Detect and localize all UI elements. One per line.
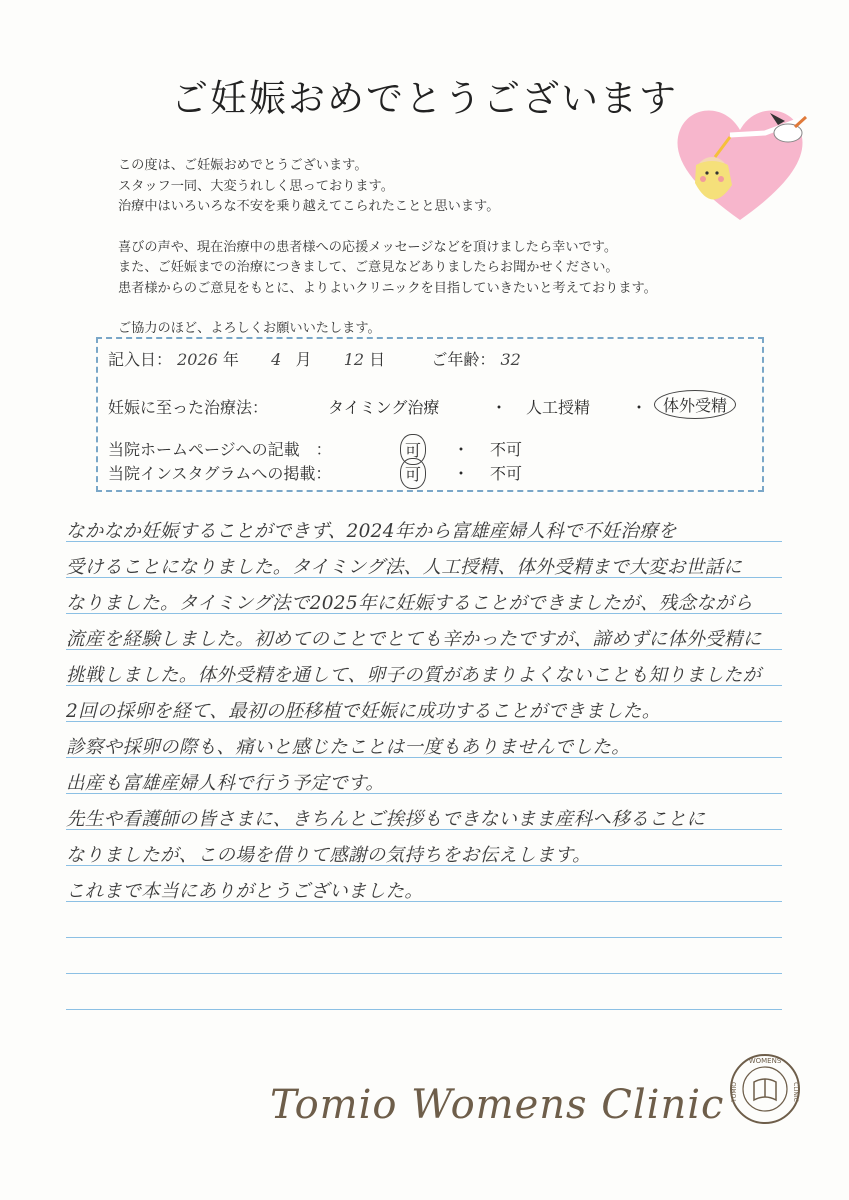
day-value: 12 xyxy=(343,350,365,369)
ruled-line xyxy=(66,937,782,938)
message-line: なりました。タイミング法で2025年に妊娠することができましたが、残念ながら xyxy=(66,593,753,614)
homepage-allow-selected: 可 xyxy=(400,434,426,465)
message-line: これまで本当にありがとうございました。 xyxy=(66,881,424,902)
page-title: ご妊娠おめでとうございます xyxy=(171,77,678,120)
clinic-seal-icon xyxy=(728,1052,802,1126)
message-line: 2回の採卵を経て、最初の胚移植で妊娠に成功することができました。 xyxy=(66,701,661,722)
instagram-label: 当院インスタグラムへの掲載： xyxy=(108,464,332,483)
option-ivf-selected: 体外受精 xyxy=(654,390,736,419)
ruled-line xyxy=(66,1009,782,1010)
message-line: なりましたが、この場を借りて感謝の気持ちをお伝えします。 xyxy=(66,845,591,866)
age-value: 32 xyxy=(500,350,521,369)
treatment-row xyxy=(108,395,268,418)
intro-text xyxy=(118,156,778,340)
age-label: ご年齢： xyxy=(431,350,496,369)
homepage-row xyxy=(108,437,332,460)
day-unit: 日 xyxy=(369,350,386,369)
option-iui: 人工授精 xyxy=(526,398,591,417)
homepage-disallow: 不可 xyxy=(490,440,523,459)
month-unit: 月 xyxy=(295,350,312,369)
message-line: 診察や採卵の際も、痛いと感じたことは一度もありませんでした。 xyxy=(66,737,631,758)
date-age-row xyxy=(108,347,521,370)
option-timing: タイミング治療 xyxy=(328,398,440,417)
seal-text-left: TOMIO xyxy=(731,1081,738,1103)
message-line: 受けることになりました。タイミング法、人工授精、体外受精まで大変お世話に xyxy=(66,557,743,578)
instagram-disallow: 不可 xyxy=(490,464,523,483)
intro-line: 喜びの声や、現在治療中の患者様への応援メッセージなどを頂けましたら幸いです。 xyxy=(118,239,618,255)
intro-line: 治療中はいろいろな不安を乗り越えてこられたことと思います。 xyxy=(118,199,500,214)
intro-line: また、ご妊娠までの治療につきまして、ご意見などありましたらお聞かせください。 xyxy=(118,260,619,275)
message-line: 出産も富雄産婦人科で行う予定です。 xyxy=(66,773,385,794)
year-unit: 年 xyxy=(222,350,239,369)
message-line: 挑戦しました。体外受精を通して、卵子の質があまりよくないことも知りましたが xyxy=(66,665,762,686)
month-value: 4 xyxy=(271,350,282,369)
date-label: 記入日： xyxy=(108,350,173,369)
message-line: 流産を経験しました。初めてのことでとても辛かったですが、諦めずに体外受精に xyxy=(66,629,762,650)
info-form-box xyxy=(96,337,764,492)
separator: ・ xyxy=(631,398,648,417)
separator: ・ xyxy=(453,464,470,483)
clinic-logo-text: Tomio Womens Clinic xyxy=(270,1082,725,1128)
intro-line: 患者様からのご意見をもとに、よりよいクリニックを目指していきたいと考えております。 xyxy=(118,280,657,296)
intro-line: この度は、ご妊娠おめでとうございます。 xyxy=(118,158,368,173)
handwritten-message-area xyxy=(66,521,782,1026)
seal-text-top: WOMENS xyxy=(748,1057,782,1065)
treatment-label: 妊娠に至った治療法： xyxy=(108,398,269,417)
homepage-label: 当院ホームページへの記載 ： xyxy=(108,440,332,459)
intro-line: ご協力のほど、よろしくお願いいたします。 xyxy=(118,321,381,336)
message-line: 先生や看護師の皆さまに、きちんとご挨拶もできないまま産科へ移ることに xyxy=(66,809,706,830)
separator: ・ xyxy=(491,398,508,417)
seal-text-right: CLINIC xyxy=(792,1082,799,1102)
separator: ・ xyxy=(453,440,470,459)
ruled-line xyxy=(66,973,782,974)
instagram-allow-selected: 可 xyxy=(400,458,426,489)
year-value: 2026 xyxy=(177,350,218,369)
message-line: なかなか妊娠することができず、2024年から富雄産婦人科で不妊治療を xyxy=(66,521,677,542)
intro-line: スタッフ一同、大変うれしく思っております。 xyxy=(118,178,394,194)
instagram-row xyxy=(108,461,331,484)
